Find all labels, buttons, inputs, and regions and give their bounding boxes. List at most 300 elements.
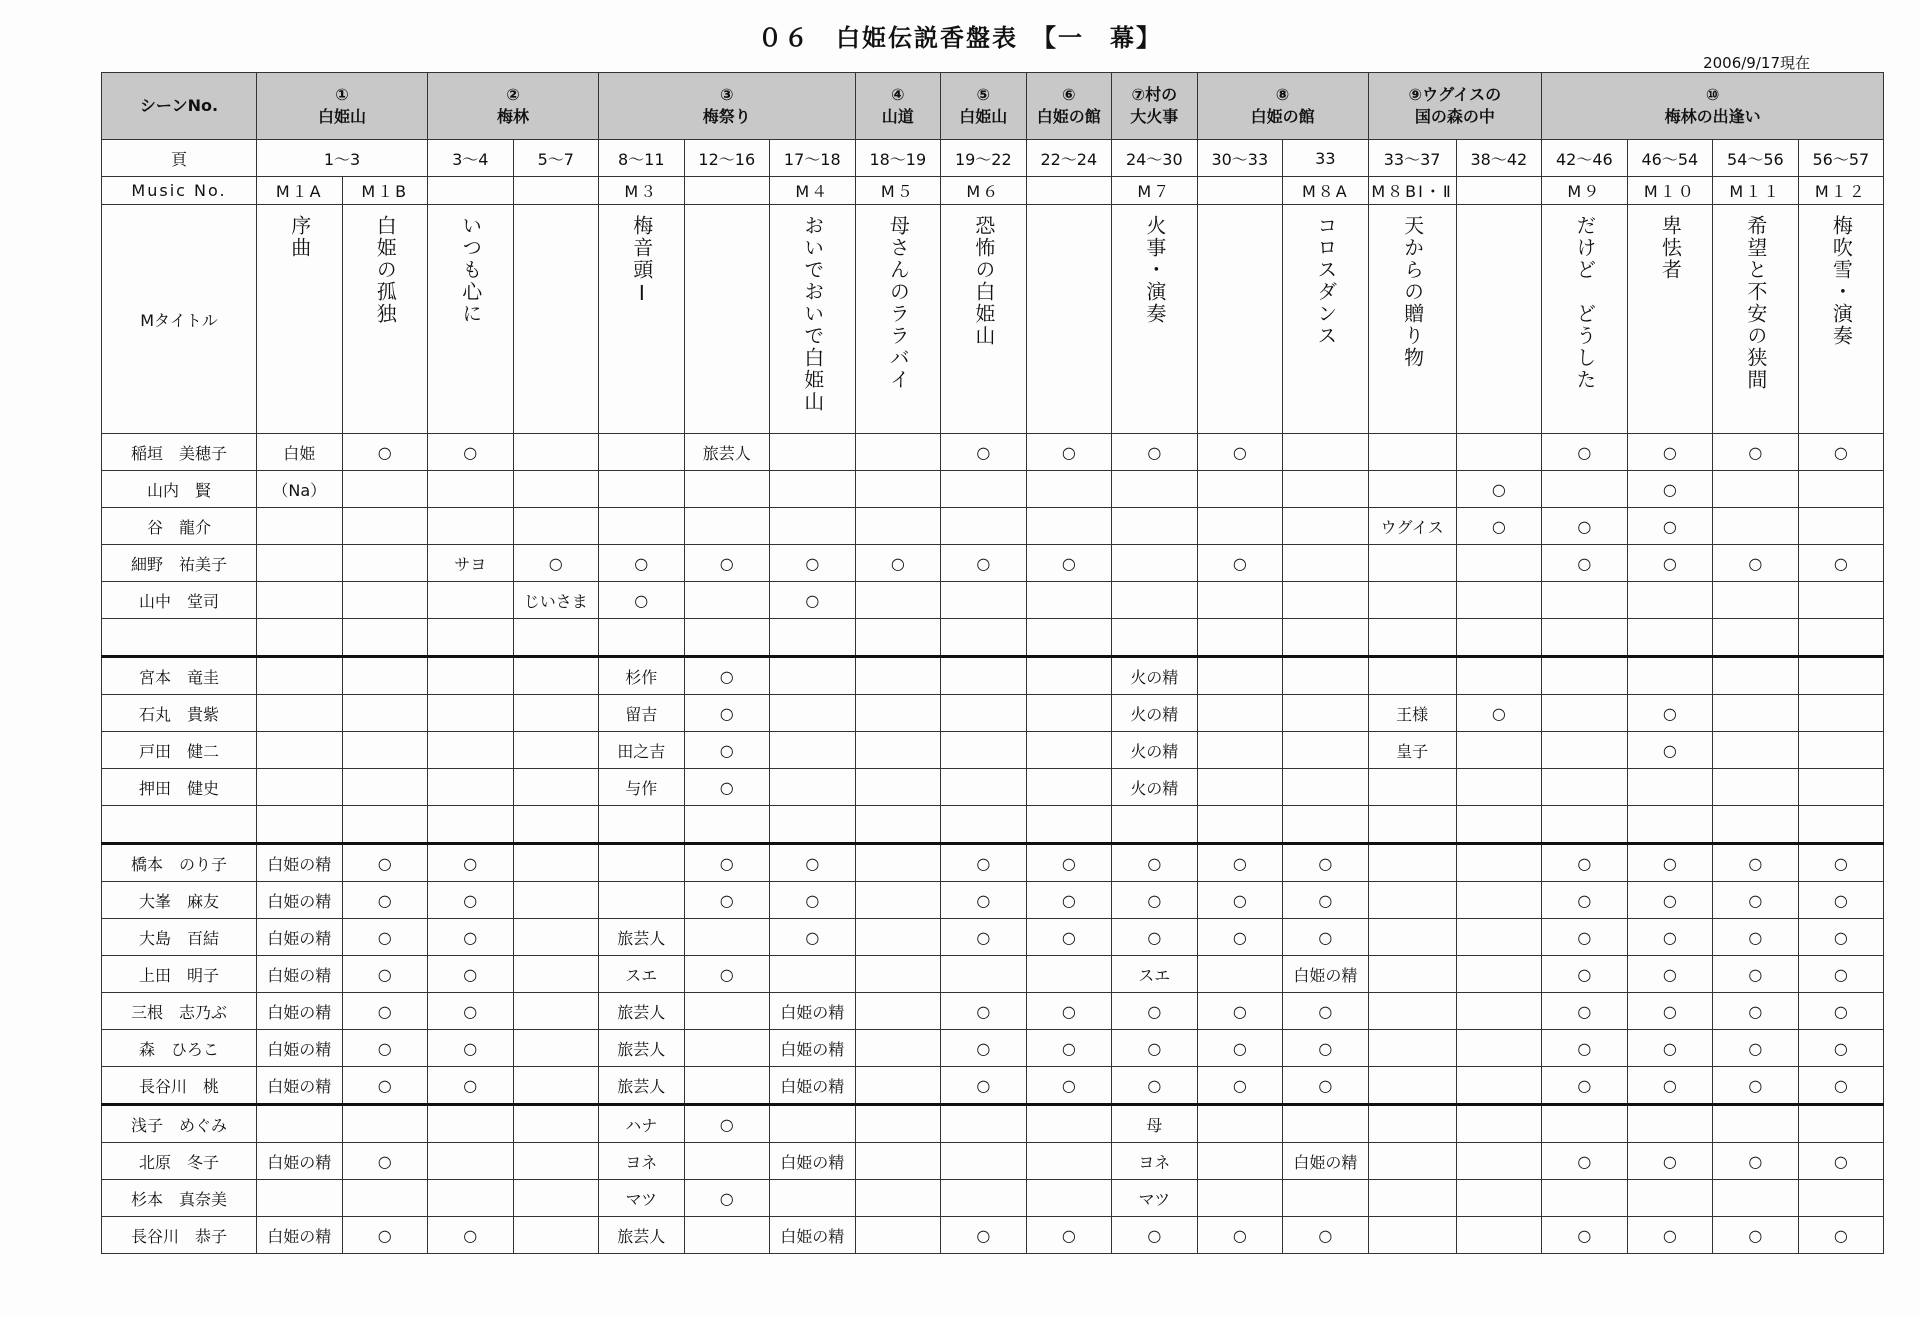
scene-place: 梅林の出逢い <box>1664 107 1761 126</box>
scene-header-row <box>102 73 1884 140</box>
appearance-mark: ○ <box>1833 1001 1848 1021</box>
appearance-mark: ○ <box>1833 442 1848 462</box>
cast-cell <box>257 732 343 769</box>
cast-cell <box>1368 1067 1456 1105</box>
appearance-mark: ○ <box>976 1225 991 1245</box>
mtitle-cell <box>855 205 941 434</box>
table-row <box>102 619 1884 657</box>
cast-cell <box>941 732 1027 769</box>
page-row <box>102 140 1884 177</box>
music-number: M６ <box>941 177 1027 205</box>
mtitle-text: 序曲 <box>287 215 312 259</box>
scene-place: 白姫の館 <box>1250 107 1315 126</box>
cast-cell <box>1542 471 1628 508</box>
cast-cell <box>1456 471 1542 508</box>
cast-cell <box>1542 769 1628 806</box>
appearance-mark: ○ <box>463 1001 478 1021</box>
page-range: 3～4 <box>428 140 514 177</box>
cast-cell <box>1026 732 1112 769</box>
mtitle-text: コロスダンス <box>1313 215 1338 347</box>
cast-cell <box>1627 657 1713 695</box>
cast-cell <box>770 1105 856 1143</box>
cast-cell <box>1627 1105 1713 1143</box>
appearance-mark: ○ <box>719 777 734 797</box>
cast-cell <box>1026 806 1112 844</box>
appearance-mark: ○ <box>1577 1151 1592 1171</box>
cast-cell <box>1368 657 1456 695</box>
cast-cell: 田之吉 <box>599 732 685 769</box>
cast-cell <box>342 1067 428 1105</box>
music-number: M８A <box>1283 177 1369 205</box>
music-number: M１A <box>257 177 343 205</box>
music-number: M３ <box>599 177 685 205</box>
cast-cell <box>1798 956 1884 993</box>
cast-cell <box>1026 882 1112 919</box>
cast-cell <box>684 882 770 919</box>
cast-cell <box>1713 919 1799 956</box>
cast-cell <box>1456 882 1542 919</box>
appearance-mark: ○ <box>1662 516 1677 536</box>
appearance-mark: ○ <box>1061 1001 1076 1021</box>
mtitle-text: 天からの贈り物 <box>1400 215 1425 369</box>
table-row <box>102 732 1884 769</box>
table-row <box>102 434 1884 471</box>
scene-place: 山道 <box>881 107 914 126</box>
cast-cell <box>428 806 514 844</box>
appearance-mark: ○ <box>719 703 734 723</box>
appearance-mark: ○ <box>1147 1001 1162 1021</box>
table-row <box>102 582 1884 619</box>
mtitle-text: だけど どうした <box>1572 215 1597 391</box>
cast-cell <box>428 1180 514 1217</box>
cast-cell <box>1197 732 1283 769</box>
cast-cell <box>513 844 599 882</box>
cast-cell: マツ <box>1112 1180 1198 1217</box>
cast-cell <box>342 1030 428 1067</box>
appearance-mark: ○ <box>463 927 478 947</box>
mtitle-cell <box>1456 205 1542 434</box>
table-row <box>102 1180 1884 1217</box>
cast-cell <box>1283 657 1369 695</box>
cast-cell <box>1627 956 1713 993</box>
cast-cell <box>257 806 343 844</box>
cast-cell <box>428 1067 514 1105</box>
cast-cell <box>513 1180 599 1217</box>
cast-name: 大島 百結 <box>102 919 257 956</box>
cast-cell <box>855 471 941 508</box>
cast-cell <box>941 844 1027 882</box>
mtitle-cell <box>1627 205 1713 434</box>
cast-cell <box>770 434 856 471</box>
cast-cell <box>1542 695 1628 732</box>
appearance-mark: ○ <box>1147 853 1162 873</box>
cast-cell <box>1283 993 1369 1030</box>
cast-cell <box>1026 919 1112 956</box>
cast-cell <box>1542 919 1628 956</box>
appearance-mark: ○ <box>377 1225 392 1245</box>
scene-header-5 <box>941 73 1027 140</box>
cast-cell <box>1798 695 1884 732</box>
mtitle-cell <box>599 205 685 434</box>
page-range: 33 <box>1283 140 1369 177</box>
cast-cell <box>257 1180 343 1217</box>
cast-cell <box>1542 1217 1628 1254</box>
cast-cell <box>1197 919 1283 956</box>
appearance-mark: ○ <box>1232 890 1247 910</box>
mtitle-cell <box>513 205 599 434</box>
cast-cell <box>513 434 599 471</box>
cast-cell: 白姫の精 <box>770 1030 856 1067</box>
appearance-mark: ○ <box>1061 1075 1076 1095</box>
cast-cell <box>1283 545 1369 582</box>
appearance-mark: ○ <box>463 442 478 462</box>
mtitle-cell <box>1713 205 1799 434</box>
cast-cell <box>342 882 428 919</box>
cast-cell <box>941 508 1027 545</box>
cast-cell <box>1713 1217 1799 1254</box>
table-row <box>102 545 1884 582</box>
cast-cell <box>1627 1180 1713 1217</box>
cast-cell <box>513 732 599 769</box>
cast-cell <box>342 919 428 956</box>
scene-number: ⑧ <box>1275 85 1290 105</box>
appearance-mark: ○ <box>1833 553 1848 573</box>
cast-cell <box>1627 769 1713 806</box>
cast-cell <box>770 545 856 582</box>
mtitle-text: 母さんのララバイ <box>886 215 911 391</box>
cast-cell <box>257 769 343 806</box>
cast-cell <box>1542 657 1628 695</box>
appearance-mark: ○ <box>719 1114 734 1134</box>
cast-cell <box>257 619 343 657</box>
table-row <box>102 1105 1884 1143</box>
cast-cell <box>428 508 514 545</box>
cast-name: 押田 健史 <box>102 769 257 806</box>
cast-cell <box>1798 471 1884 508</box>
cast-cell: 旅芸人 <box>599 919 685 956</box>
cast-cell <box>855 1143 941 1180</box>
music-number: M１２ <box>1798 177 1884 205</box>
cast-cell <box>1627 806 1713 844</box>
appearance-mark: ○ <box>1061 853 1076 873</box>
mtitle-text: 恐怖の白姫山 <box>971 215 996 347</box>
cast-cell <box>684 919 770 956</box>
scene-number: ⑩ <box>1705 85 1720 105</box>
cast-cell <box>941 434 1027 471</box>
cast-cell <box>1026 1067 1112 1105</box>
cast-cell: 留吉 <box>599 695 685 732</box>
appearance-mark: ○ <box>1662 479 1677 499</box>
music-number: M１１ <box>1713 177 1799 205</box>
cast-cell <box>257 545 343 582</box>
cast-cell <box>1197 806 1283 844</box>
scene-number: ④ <box>891 85 905 105</box>
page-range: 42～46 <box>1542 140 1628 177</box>
appearance-mark: ○ <box>719 890 734 910</box>
appearance-mark: ○ <box>1833 1151 1848 1171</box>
cast-cell <box>1456 582 1542 619</box>
music-number: M９ <box>1542 177 1628 205</box>
cast-cell <box>1542 619 1628 657</box>
cast-cell: 白姫の精 <box>257 993 343 1030</box>
table-row <box>102 657 1884 695</box>
cast-cell <box>684 1143 770 1180</box>
mtitle-cell <box>428 205 514 434</box>
cast-cell: （Na） <box>257 471 343 508</box>
page-range: 12～16 <box>684 140 770 177</box>
cast-cell <box>342 545 428 582</box>
cast-cell <box>770 471 856 508</box>
appearance-mark: ○ <box>719 964 734 984</box>
cast-name: 森 ひろこ <box>102 1030 257 1067</box>
cast-cell <box>513 619 599 657</box>
mtitle-cell <box>1283 205 1369 434</box>
cast-cell <box>599 434 685 471</box>
appearance-mark: ○ <box>1147 1038 1162 1058</box>
appearance-mark: ○ <box>976 1075 991 1095</box>
cast-cell <box>1026 1105 1112 1143</box>
cast-name <box>102 619 257 657</box>
appearance-mark: ○ <box>976 853 991 873</box>
scene-number: ③ <box>720 85 734 105</box>
cast-cell <box>342 769 428 806</box>
cast-cell <box>513 993 599 1030</box>
appearance-mark: ○ <box>1662 703 1677 723</box>
scene-place: 梅林 <box>497 107 530 126</box>
scene-header-10 <box>1542 73 1884 140</box>
date-stamp: 2006/9/17現在 <box>1703 54 1810 72</box>
cast-cell: ヨネ <box>599 1143 685 1180</box>
cast-cell <box>1798 434 1884 471</box>
cast-cell <box>1283 619 1369 657</box>
appearance-mark: ○ <box>1061 1225 1076 1245</box>
page-label: 頁 <box>102 140 257 177</box>
mtitle-cell <box>1026 205 1112 434</box>
appearance-mark: ○ <box>805 553 820 573</box>
scene-header-3 <box>599 73 856 140</box>
cast-cell <box>855 882 941 919</box>
page-range: 30～33 <box>1197 140 1283 177</box>
cast-name: 石丸 貴紫 <box>102 695 257 732</box>
cast-cell <box>1112 1067 1198 1105</box>
cast-cell <box>1713 882 1799 919</box>
appearance-mark: ○ <box>1147 927 1162 947</box>
mtitle-cell <box>342 205 428 434</box>
cast-cell <box>1026 619 1112 657</box>
cast-cell <box>1713 545 1799 582</box>
cast-cell <box>1542 508 1628 545</box>
cast-cell <box>342 508 428 545</box>
cast-cell <box>1197 1217 1283 1254</box>
cast-cell <box>684 582 770 619</box>
cast-cell <box>513 1143 599 1180</box>
mtitle-cell <box>1798 205 1884 434</box>
cast-cell: 白姫の精 <box>770 993 856 1030</box>
cast-cell <box>342 657 428 695</box>
cast-name: 戸田 健二 <box>102 732 257 769</box>
cast-cell <box>342 844 428 882</box>
cast-cell <box>684 993 770 1030</box>
cast-cell <box>342 1180 428 1217</box>
cast-cell <box>684 619 770 657</box>
appearance-mark: ○ <box>805 890 820 910</box>
cast-cell <box>1542 1180 1628 1217</box>
cast-cell <box>1798 732 1884 769</box>
cast-cell <box>1112 545 1198 582</box>
cast-name: 細野 祐美子 <box>102 545 257 582</box>
cast-cell <box>1713 657 1799 695</box>
cast-cell <box>684 1105 770 1143</box>
scene-place: 大火事 <box>1130 107 1179 126</box>
cast-cell <box>941 1217 1027 1254</box>
cast-cell <box>941 657 1027 695</box>
page-title: ０６ 白姫伝説香盤表 【一 幕】 <box>758 24 1162 52</box>
appearance-mark: ○ <box>1748 1225 1763 1245</box>
cast-cell <box>1368 769 1456 806</box>
cast-cell <box>342 732 428 769</box>
table-row <box>102 993 1884 1030</box>
cast-cell <box>257 582 343 619</box>
cast-cell <box>257 508 343 545</box>
appearance-mark: ○ <box>1662 964 1677 984</box>
page-range: 22～24 <box>1026 140 1112 177</box>
cast-cell <box>941 993 1027 1030</box>
cast-cell <box>770 769 856 806</box>
cast-cell <box>1542 882 1628 919</box>
cast-cell <box>1283 695 1369 732</box>
cast-cell: 与作 <box>599 769 685 806</box>
appearance-mark: ○ <box>1577 1075 1592 1095</box>
appearance-mark: ○ <box>377 853 392 873</box>
cast-name: 宮本 竜圭 <box>102 657 257 695</box>
appearance-mark: ○ <box>805 853 820 873</box>
cast-cell <box>428 993 514 1030</box>
appearance-mark: ○ <box>1577 1038 1592 1058</box>
appearance-mark: ○ <box>1577 1225 1592 1245</box>
cast-cell: 白姫の精 <box>257 956 343 993</box>
page-range: 8～11 <box>599 140 685 177</box>
appearance-mark: ○ <box>463 890 478 910</box>
cast-cell <box>1627 619 1713 657</box>
cast-cell <box>1368 993 1456 1030</box>
cast-cell: 火の精 <box>1112 695 1198 732</box>
cast-cell: 旅芸人 <box>599 1067 685 1105</box>
scene-place: 白姫山 <box>318 107 367 126</box>
appearance-mark: ○ <box>1833 964 1848 984</box>
appearance-mark: ○ <box>1061 553 1076 573</box>
appearance-mark: ○ <box>1748 1038 1763 1058</box>
cast-cell <box>1197 1067 1283 1105</box>
mtitle-cell <box>1368 205 1456 434</box>
cast-cell: 白姫の精 <box>1283 956 1369 993</box>
cast-cell <box>1713 732 1799 769</box>
cast-cell <box>1283 1105 1369 1143</box>
appearance-mark: ○ <box>377 1075 392 1095</box>
cast-cell <box>1368 806 1456 844</box>
cast-cell <box>941 806 1027 844</box>
appearance-mark: ○ <box>1577 442 1592 462</box>
cast-cell <box>1026 657 1112 695</box>
cast-cell <box>1456 1105 1542 1143</box>
cast-cell <box>855 844 941 882</box>
cast-cell <box>1197 1105 1283 1143</box>
cast-cell <box>1627 582 1713 619</box>
appearance-mark: ○ <box>377 442 392 462</box>
cast-cell <box>513 1217 599 1254</box>
cast-cell <box>1713 1067 1799 1105</box>
cast-cell <box>1627 434 1713 471</box>
appearance-mark: ○ <box>1232 1075 1247 1095</box>
cast-cell <box>1283 806 1369 844</box>
appearance-mark: ○ <box>719 853 734 873</box>
scene-place: 白姫の館 <box>1036 107 1101 126</box>
cast-cell <box>1197 545 1283 582</box>
cast-cell <box>1713 956 1799 993</box>
cast-cell <box>1368 1143 1456 1180</box>
cast-cell <box>770 1180 856 1217</box>
cast-cell <box>428 657 514 695</box>
cast-cell <box>1456 619 1542 657</box>
appearance-mark: ○ <box>377 890 392 910</box>
scene-header-8 <box>1197 73 1368 140</box>
cast-cell <box>1026 695 1112 732</box>
cast-cell <box>855 508 941 545</box>
cast-cell <box>684 508 770 545</box>
cast-cell <box>1627 508 1713 545</box>
cast-cell <box>855 619 941 657</box>
cast-cell <box>342 1217 428 1254</box>
appearance-mark: ○ <box>1833 1075 1848 1095</box>
cast-cell <box>855 434 941 471</box>
cast-cell <box>1627 1030 1713 1067</box>
cast-name: 橋本 のり子 <box>102 844 257 882</box>
cast-cell <box>1112 434 1198 471</box>
cast-cell <box>1713 1180 1799 1217</box>
appearance-mark: ○ <box>1491 479 1506 499</box>
cast-cell <box>1456 1067 1542 1105</box>
mtitle-cell <box>1542 205 1628 434</box>
cast-cell <box>1627 695 1713 732</box>
cast-cell <box>855 919 941 956</box>
cast-cell <box>1368 844 1456 882</box>
mtitle-text: 火事・演奏 <box>1142 215 1167 325</box>
music-number: M４ <box>770 177 856 205</box>
cast-name: 山中 堂司 <box>102 582 257 619</box>
appearance-mark: ○ <box>719 740 734 760</box>
music-number: M７ <box>1112 177 1198 205</box>
cast-cell <box>1456 844 1542 882</box>
cast-cell <box>770 695 856 732</box>
cast-cell <box>513 1105 599 1143</box>
cast-cell <box>1542 806 1628 844</box>
scene-place: 国の森の中 <box>1414 107 1495 126</box>
cast-cell <box>855 806 941 844</box>
cast-cell <box>1368 434 1456 471</box>
appearance-mark: ○ <box>634 553 649 573</box>
appearance-mark: ○ <box>1577 927 1592 947</box>
cast-cell <box>1627 882 1713 919</box>
cast-cell <box>1026 508 1112 545</box>
cast-cell <box>1798 1217 1884 1254</box>
cast-cell <box>513 545 599 582</box>
cast-cell <box>1713 1030 1799 1067</box>
cast-cell <box>1112 582 1198 619</box>
cast-cell <box>941 619 1027 657</box>
appearance-mark: ○ <box>1748 1151 1763 1171</box>
cast-cell <box>1713 695 1799 732</box>
cast-cell <box>1112 508 1198 545</box>
cast-cell <box>1368 1105 1456 1143</box>
